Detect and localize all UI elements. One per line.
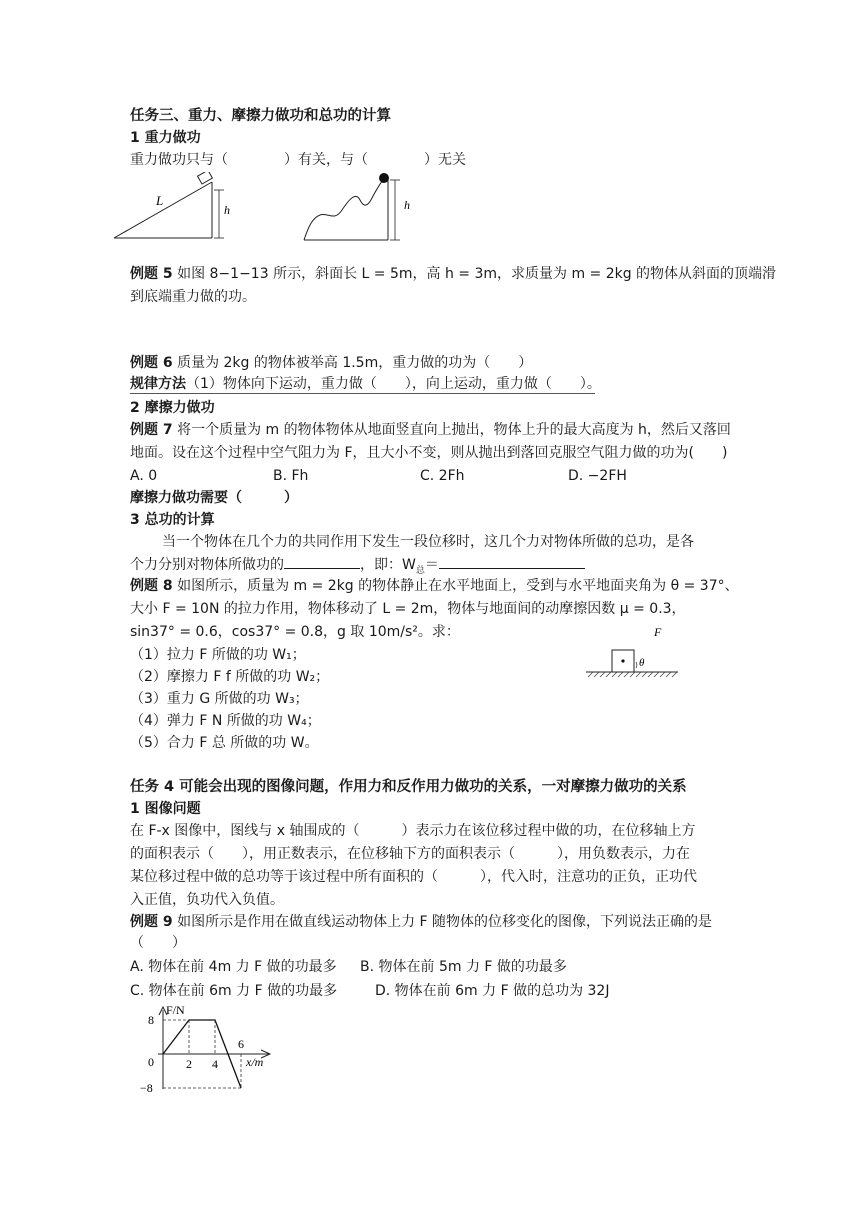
total-work-line-1: 当一个物体在几个力的共同作用下发生一段位移时，这几个力对物体所做的总功，是各 bbox=[162, 534, 694, 550]
example-9-option-d: D. 物体在前 6m 力 F 做的总功为 32J bbox=[375, 983, 610, 999]
example-7-line-2: 地面。设在这个过程中空气阻力为 F，且大小不变，则从抛出到落回克服空气阻力做的功为( ) bbox=[130, 445, 728, 461]
example-7-option-a: A. 0 bbox=[130, 468, 158, 484]
graph-paragraph-line-2: 的面积表示（ ），用正数表示，在位移轴下方的面积表示（ ），用负数表示，力在 bbox=[130, 846, 690, 862]
y-axis-label: F/N bbox=[166, 1003, 185, 1017]
example-9-option-c: C. 物体在前 6m 力 F 做的功最多 bbox=[130, 983, 338, 999]
subsection-graph-problems: 1 图像问题 bbox=[130, 801, 201, 817]
rule-method: 规律方法（1）物体向下运动，重力做（ ），向上运动，重力做（ ）。 bbox=[130, 376, 601, 392]
example-8-question-2: （2）摩擦力 F f 所做的功 W₂； bbox=[130, 669, 330, 685]
gravity-work-statement: 重力做功只与（ ）有关，与（ ）无关 bbox=[130, 152, 466, 168]
blank-total-formula bbox=[439, 554, 585, 569]
ball bbox=[379, 173, 389, 183]
example-8-line-2: 大小 F = 10N 的拉力作用，物体移动了 L = 2m，物体与地面间的动摩擦因数 μ = 0.3， bbox=[130, 601, 686, 617]
example-6: 例题 6 质量为 2kg 的物体被举高 1.5m，重力做的功为（ ） bbox=[130, 355, 533, 371]
graph-paragraph-line-4: 入正值，负功代入负值。 bbox=[130, 892, 284, 908]
box-pulled-figure bbox=[584, 622, 684, 682]
example-7-option-b: B. Fh bbox=[273, 468, 309, 484]
incline-length-label: L bbox=[156, 193, 164, 208]
incline-slope bbox=[114, 182, 212, 238]
ground-hatching bbox=[588, 672, 677, 677]
example-8-line-1: 例题 8 如图所示，质量为 m = 2kg 的物体静止在水平地面上，受到与水平地面夹角为 θ = 37°、 bbox=[130, 578, 739, 594]
incline-block bbox=[198, 172, 213, 184]
example-8-question-5: （5）合力 F 总 所做的功 W。 bbox=[130, 735, 319, 751]
example-7-option-c: C. 2Fh bbox=[420, 468, 465, 484]
example-9-option-a: A. 物体在前 4m 力 F 做的功最多 bbox=[130, 959, 337, 975]
example-8-question-3: （3）重力 G 所做的功 W₃； bbox=[130, 691, 309, 707]
y-tick-label: 0 bbox=[148, 1055, 154, 1069]
example-5-line-1: 例题 5 如图 8−1−13 所示，斜面长 L = 5m，高 h = 3m，求质量为 m = 2kg 的物体从斜面的顶端滑 bbox=[130, 266, 777, 282]
incline-h-label: h bbox=[224, 203, 230, 217]
x-tick-label: 4 bbox=[212, 1057, 218, 1071]
total-work-line-2: 个力分别对物体所做功的 ，即：$W_总=$ bbox=[130, 554, 585, 581]
force-displacement-chart bbox=[136, 1002, 282, 1094]
subsection-friction-work: 2 摩擦力做功 bbox=[130, 400, 215, 416]
example-7-line-1: 例题 7 将一个质量为 m 的物体物体从地面竖直向上抛出，物体上升的最大高度为 h，然后又落回 bbox=[130, 422, 731, 438]
section-3-title: 任务三、重力、摩擦力做功和总功的计算 bbox=[130, 108, 391, 124]
curve-path bbox=[304, 178, 384, 240]
box-center-dot bbox=[621, 659, 624, 662]
friction-work-requirement: 摩擦力做功需要（ ） bbox=[130, 490, 298, 506]
example-7-option-d: D. −2FH bbox=[568, 468, 627, 484]
example-5-line-2: 到底端重力做的功。 bbox=[130, 289, 256, 305]
example-8-question-4: （4）弹力 F N 所做的功 W₄； bbox=[130, 713, 321, 729]
example-9-line-2: （ ） bbox=[130, 935, 186, 951]
subsection-total-work: 3 总功的计算 bbox=[130, 512, 215, 528]
example-8-line-3: sin37° = 0.6，cos37° = 0.8，g 取 10m/s²。求： bbox=[130, 624, 460, 640]
section-4-title: 任务 4 可能会出现的图像问题，作用力和反作用力做功的关系，一对摩擦力做功的关系 bbox=[130, 779, 687, 795]
x-axis-label: x/m bbox=[246, 1055, 264, 1069]
graph-paragraph-line-1: 在 F-x 图像中，图线与 x 轴围成的（ ）表示力在该位移过程中做的功，在位移轴上方 bbox=[130, 823, 696, 839]
example-8-question-1: （1）拉力 F 所做的功 W₁； bbox=[130, 647, 306, 663]
graph-paragraph-line-3: 某位移过程中做的总功等于该过程中所有面积的（ ），代入时，注意功的正负，正功代 bbox=[130, 869, 697, 885]
subsection-gravity-work: 1 重力做功 bbox=[130, 130, 201, 146]
y-tick-label: −8 bbox=[140, 1081, 153, 1094]
y-tick-label: 8 bbox=[148, 1013, 154, 1027]
angle-arc bbox=[636, 662, 637, 668]
curved-path-figure bbox=[298, 170, 423, 244]
x-tick-label: 2 bbox=[186, 1057, 192, 1071]
example-9-line-1: 例题 9 如图所示是作用在做直线运动物体上力 F 随物体的位移变化的图像，下列说法正确的是 bbox=[130, 914, 713, 930]
blank-sum bbox=[284, 554, 360, 569]
incline-figure bbox=[110, 172, 235, 244]
x-tick-label: 6 bbox=[238, 1037, 244, 1051]
force-f-label: F bbox=[654, 625, 662, 639]
rule-underline bbox=[130, 393, 595, 394]
example-9-option-b: B. 物体在前 5m 力 F 做的功最多 bbox=[360, 959, 567, 975]
curve-h-label: h bbox=[404, 198, 410, 212]
angle-theta-label: θ bbox=[639, 657, 645, 669]
